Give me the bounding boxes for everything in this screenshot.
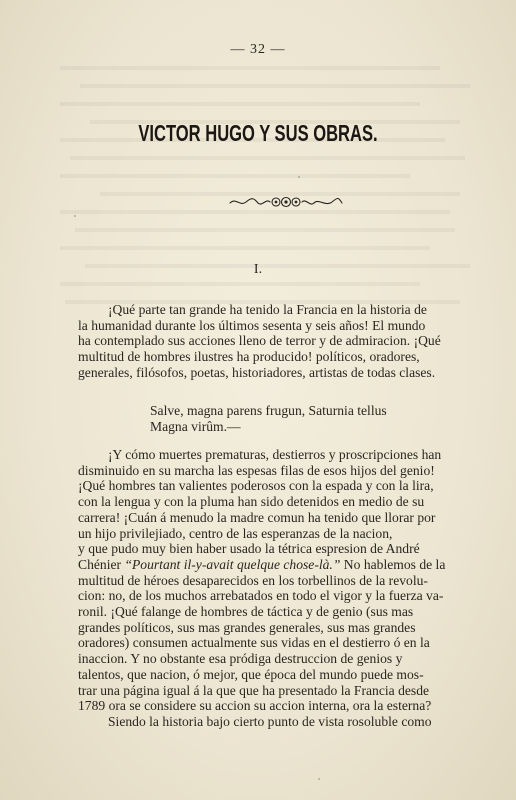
paragraph-2-line: Siendo la historia bajo cierto punto de vista rosoluble como: [108, 713, 432, 729]
paragraph-1: [78, 302, 488, 381]
paragraph-2-line: ¡Y cómo muertes prematuras, destierros y proscripciones han: [108, 447, 442, 462]
paragraph-2-line: y que pudo muy bien haber usado la tétrica espresion de André: [78, 541, 420, 557]
paragraph-2-line: disminuido en su marcha las espesas filas de esos hijos del genio!: [78, 462, 435, 478]
paper-speck: [318, 778, 320, 780]
paragraph-1-line: ¡Qué parte tan grande ha tenido la Francia en la historia de: [108, 302, 427, 317]
page-title: VICTOR HUGO Y SUS OBRAS.: [138, 120, 378, 146]
page-number: — 32 —: [230, 42, 286, 57]
paragraph-2-line: un hijo privilejiado, centro de las esperanzas de la nacion,: [78, 525, 393, 541]
paragraph-2-line: cion: no, de los muchos arrebatados en todo el vigor y la fuerza va-: [78, 588, 444, 604]
paragraph-1-line: la humanidad durante los últimos sesenta y seis años! El mundo: [78, 317, 426, 333]
paragraph-2-line: trar una página igual á la que que ha presentado la Francia desde: [78, 682, 430, 698]
paragraph-2-line-chenier: [78, 557, 488, 573]
chenier-after: No hablemos de la: [340, 556, 446, 572]
verse-line: Salve, magna parens frugun, Saturnia tellus: [150, 403, 387, 418]
verse-line: Magna virûm.—: [150, 419, 241, 434]
paragraph-1-line: ha contemplado sus acciones lleno de terror y de admiracion. ¡Qué: [78, 333, 441, 349]
decorative-fleuron-icon: [228, 194, 344, 210]
paragraph-2-line: ronil. ¡Qué falange de hombres de táctica y de genio (sus mas: [78, 604, 414, 620]
paragraph-2-line: oradores) consumen actualmente sus vidas en el destierro ó en la: [78, 635, 430, 651]
paragraph-2-line: 1789 ora se considere su accion su accion interna, ora la esterna?: [78, 698, 432, 714]
paragraph-2-line: grandes políticos, sus mas grandes generales, sus mas grandes: [78, 619, 416, 635]
paragraph-1-line: generales, filósofos, poetas, historiadores, artistas de todas clases.: [78, 364, 436, 380]
chenier-quote: “Pourtant il-y-avait quelque chose-là.”: [124, 556, 341, 572]
paragraph-2-line: talentos, que nacion, ó mejor, que época del mundo puede mos-: [78, 666, 424, 682]
paragraph-2-line: carrera! ¡Cuán á menudo la madre comun ha tenido que llorar por: [78, 509, 436, 525]
paragraph-2-line: ¡Qué hombres tan valientes poderosos con la espada y con la lira,: [78, 478, 434, 494]
latin-verse: [150, 403, 470, 435]
section-number: I.: [253, 262, 263, 277]
paragraph-2-line: multitud de héroes desaparecidos en los torbellinos de la revolu-: [78, 572, 428, 588]
paper-speck: [298, 176, 300, 178]
chenier-name: Chénier: [78, 556, 125, 572]
paragraph-2-line: inaccion. Y no obstante esa pródiga destruccion de genios y: [78, 651, 403, 667]
paper-speck: [74, 215, 76, 217]
paragraph-2: [78, 447, 488, 730]
paragraph-2-line: con la lengua y con la pluma han sido detenidos en medio de su: [78, 494, 425, 510]
paragraph-1-line: multitud de hombres ilustres ha producido! políticos, oradores,: [78, 349, 420, 365]
